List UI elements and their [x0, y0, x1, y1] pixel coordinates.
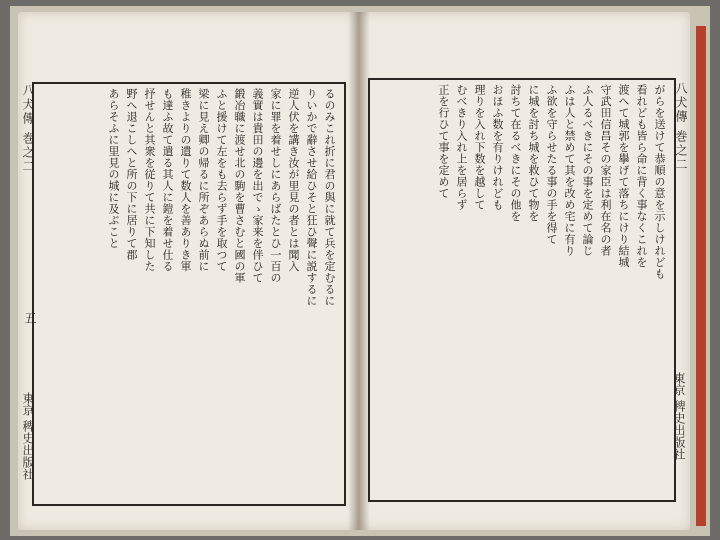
- text-column: ふ人るべきにその事を定めて論じ: [581, 84, 594, 257]
- right-page: [358, 12, 690, 530]
- book-gutter: [348, 12, 370, 530]
- text-column: 理りを入れ下数を越して: [473, 84, 486, 211]
- text-column: に城を討ち城を救ひて物を: [527, 84, 540, 222]
- text-column: 正を行ひて事を定めて: [437, 84, 450, 199]
- text-column: がらを送けて恭順の意を示しけれども: [653, 84, 666, 280]
- text-column: るのみこれ折に君の與に就て兵を定むるに: [323, 88, 336, 307]
- text-column: 守武田信昌その家臣は利在名の者: [599, 84, 612, 257]
- left-text-area: [40, 88, 338, 500]
- text-column: ふは人と禁めて其を改め宅に有り: [563, 84, 576, 257]
- text-column: 家に罪を着せしにあらばたとひ一百の: [269, 88, 282, 284]
- text-column: あらそふに里見の城に及ぶこと: [107, 88, 120, 249]
- left-page: [18, 12, 358, 530]
- text-column: 渡へて城郭を擧げて落ちにけり結城: [617, 84, 630, 268]
- text-column: 野へ退こしへと所の下に居りて郡: [125, 88, 138, 261]
- text-column: 看れども皆ら命に背く事なくこれを: [635, 84, 648, 268]
- left-page-header: 八犬傳 巻之二: [21, 84, 35, 174]
- right-page-publisher: 東京 稗史出版社: [672, 372, 686, 460]
- text-column: りいかで辭させ給ひそと狂ひ聲に説するに: [305, 88, 318, 307]
- text-column: も達ふ故て遣る其人に鎧を着せ仕る: [161, 88, 174, 272]
- text-column: 抒せんと其衆を従りて共に下知した: [143, 88, 156, 272]
- left-text-frame: [32, 82, 346, 506]
- text-column: むべきり入れ上を居らず: [455, 84, 468, 211]
- cover-edge: [696, 26, 706, 526]
- left-page-folio: 五: [23, 312, 37, 324]
- left-page-publisher: 東京 稗史出版社: [21, 392, 35, 480]
- text-column: 逆人伏を講き汝が里見の者とは聞入: [287, 88, 300, 272]
- text-column: 梁に見え卿の帰るに所ぞあらぬ前に: [197, 88, 210, 272]
- text-column: 稚きよりの遺りて数人を善ありき軍: [179, 88, 192, 272]
- text-column: 義實は貴田の邊を出でゝ家来を伴ひて: [251, 88, 264, 284]
- right-page-header: 八犬傳 巻之二: [674, 82, 688, 172]
- text-column: おほふ数を有りけれども: [491, 84, 504, 211]
- book-spread: [10, 6, 710, 536]
- text-column: ふ欲を守らせたる事の手を得て: [545, 84, 558, 245]
- right-text-area: [376, 84, 668, 496]
- text-column: ふと援けて左をも去らず手を取つて: [215, 88, 228, 272]
- text-column: 討ちて在るべきにその他を: [509, 84, 522, 222]
- text-column: 鍛冶職に渡せ北の駒を曹さむと國の軍: [233, 88, 246, 284]
- right-text-frame: [368, 78, 676, 502]
